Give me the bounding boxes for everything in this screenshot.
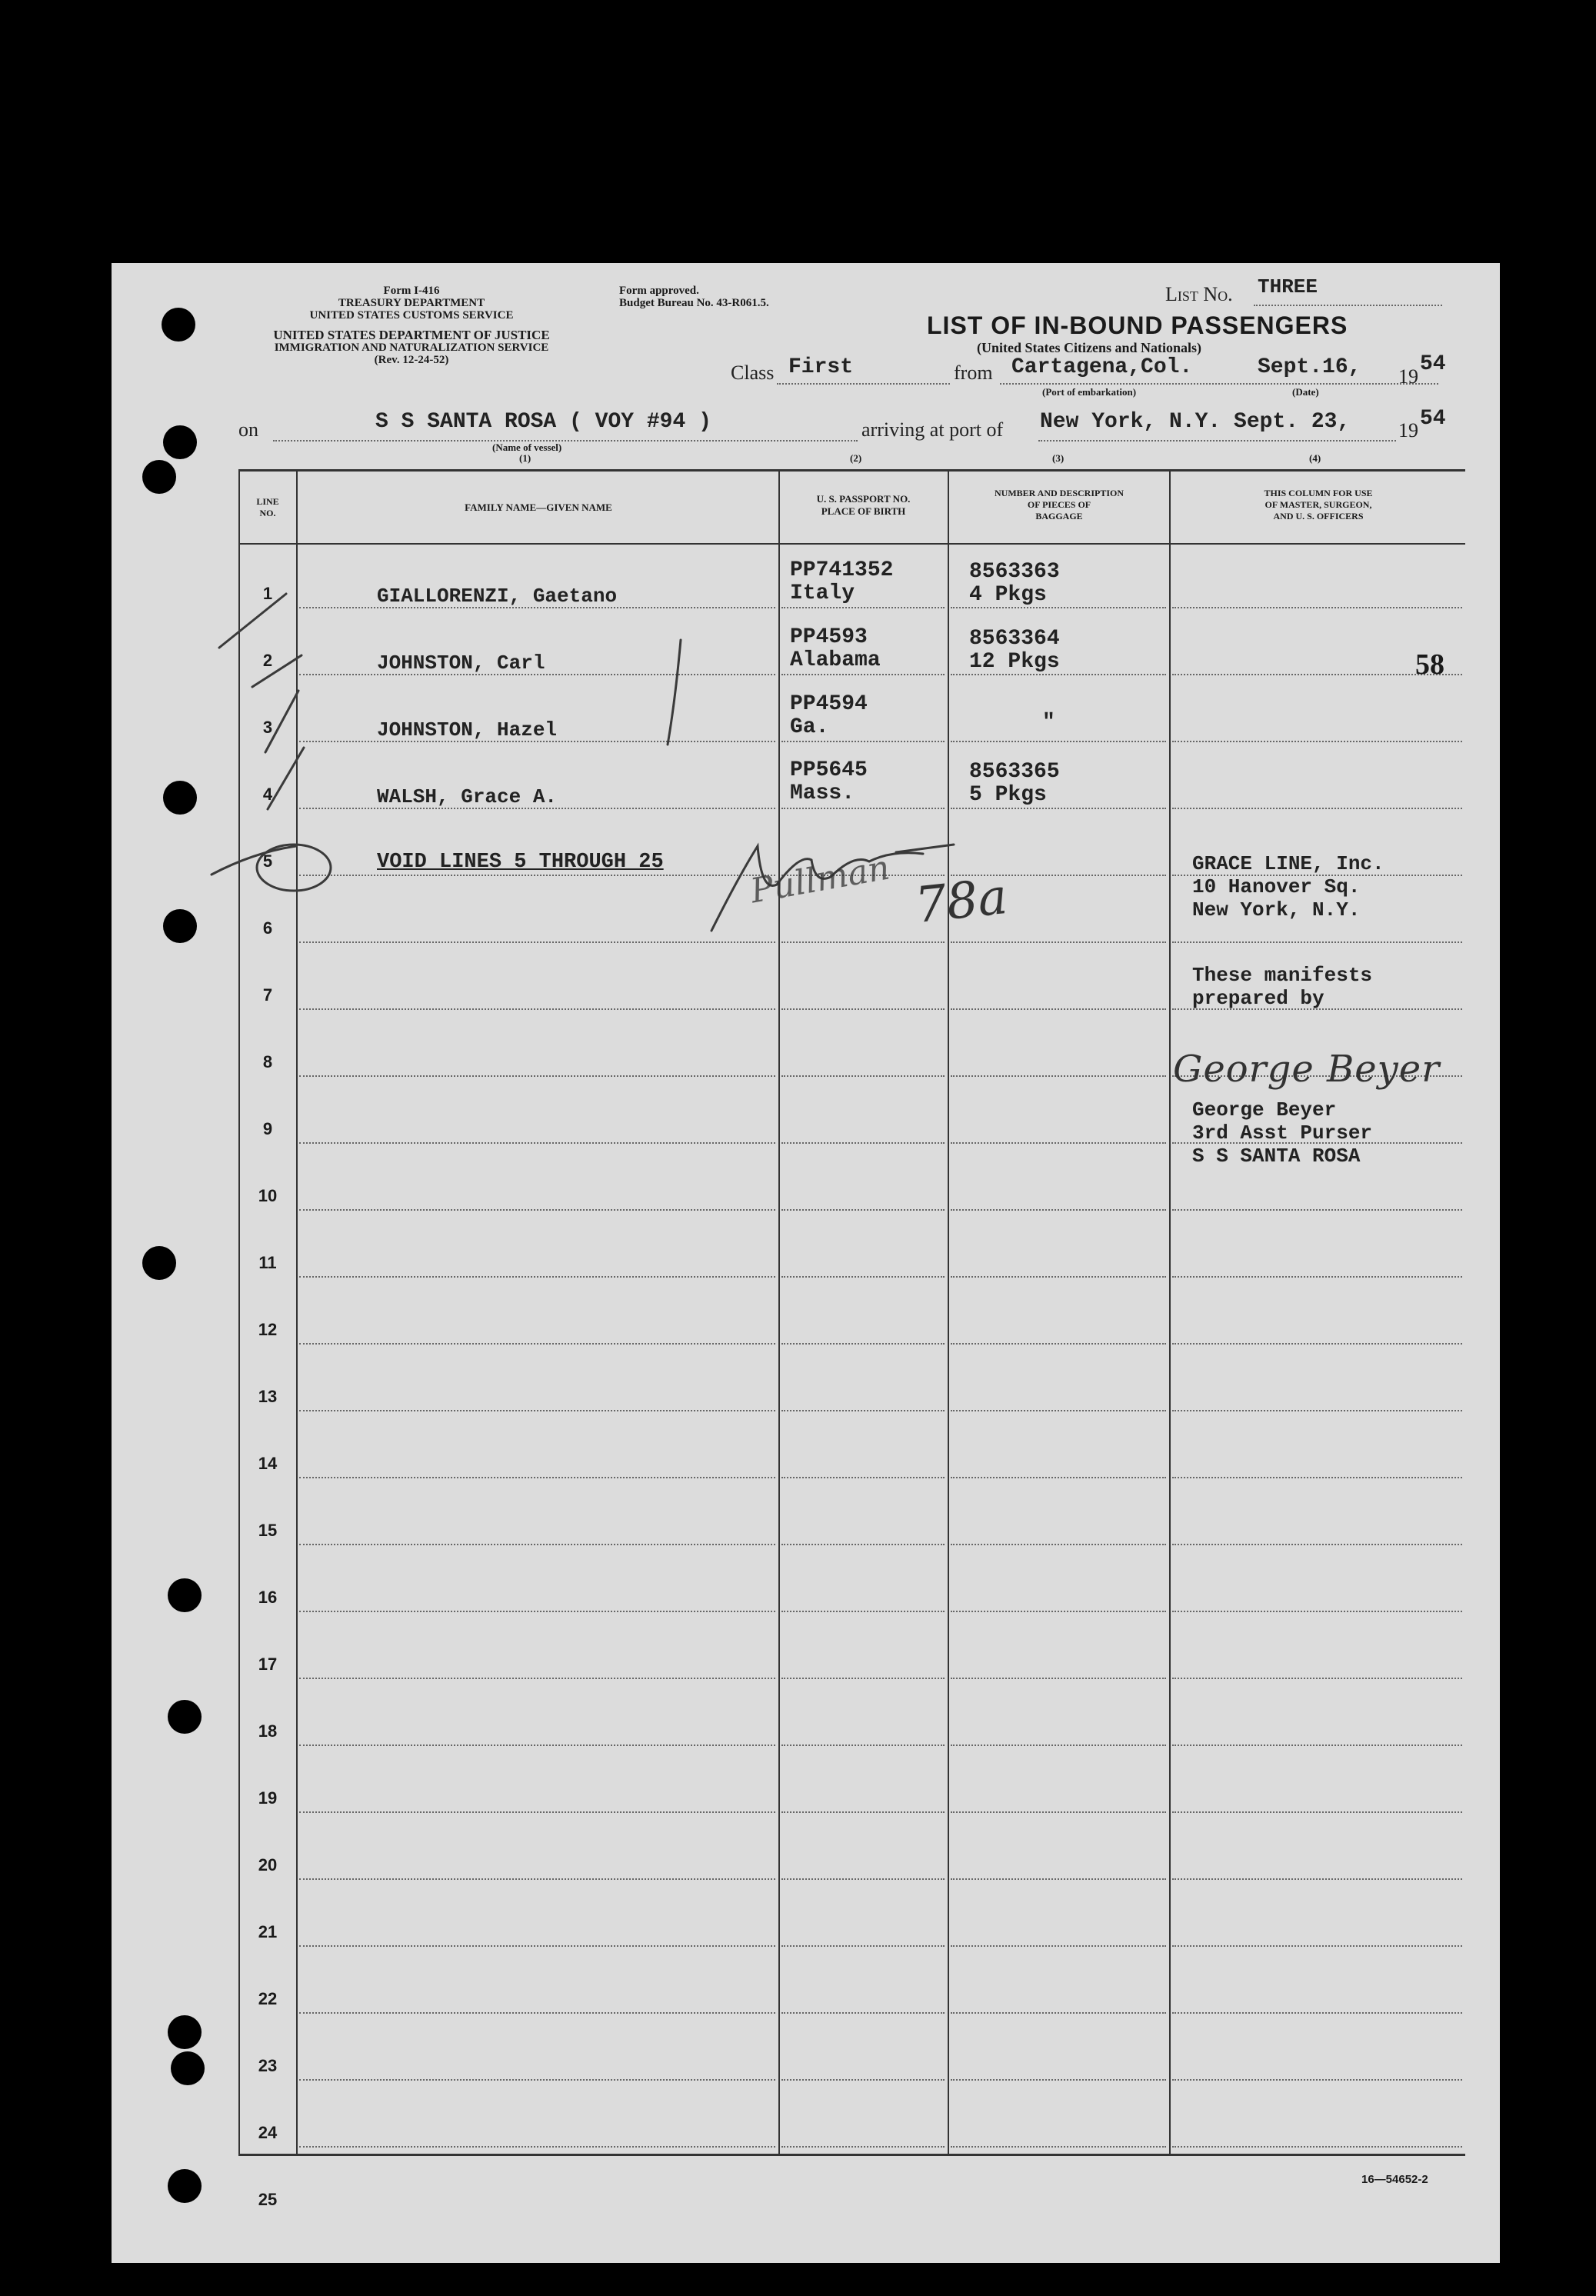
officer-mark: 58 <box>1415 648 1444 681</box>
line-number: 1 <box>262 584 273 603</box>
year-value: 54 <box>1420 352 1446 376</box>
col2-number: (2) <box>850 452 862 464</box>
baggage-number: 8563363 <box>969 560 1060 584</box>
class-label: Class <box>731 362 775 384</box>
prepared-by-note: These manifests prepared by <box>1192 964 1373 1010</box>
departure-date: Sept.16, <box>1258 355 1361 379</box>
passport-number: PP4593 <box>790 625 868 649</box>
line-number: 7 <box>262 985 273 1005</box>
line-number: 24 <box>258 2123 278 2142</box>
void-lines-note: VOID LINES 5 THROUGH 25 <box>377 851 664 874</box>
place-of-birth: Alabama <box>790 648 881 672</box>
annotation-scrawl: Pullman <box>747 848 893 911</box>
passport-number: PP4594 <box>790 692 868 716</box>
line-number: 25 <box>258 2190 278 2209</box>
line-number: 8 <box>262 1052 273 1071</box>
line-number: 5 <box>262 851 273 871</box>
on-label: on <box>238 418 258 441</box>
arrival-year: 54 <box>1420 407 1446 431</box>
department-block: UNITED STATES DEPARTMENT OF JUSTICE IMMIGRATION AND NATURALIZATION SERVICE (Rev. 12-24-52) <box>273 328 550 366</box>
from-label: from <box>954 362 993 384</box>
baggage-number: 8563364 <box>969 627 1060 651</box>
port-caption: (Port of embarkation) <box>1042 386 1137 398</box>
page-subtitle: (United States Citizens and Nationals) <box>977 340 1202 355</box>
passenger-name: WALSH, Grace A. <box>377 785 558 808</box>
col3-number: (3) <box>1052 452 1065 464</box>
line-number: 6 <box>262 918 273 938</box>
class-value: First <box>788 355 854 379</box>
line-number: 15 <box>258 1521 278 1540</box>
header-baggage: NUMBER AND DESCRIPTION OF PIECES OF BAGGAGE <box>994 488 1125 522</box>
line-number: 3 <box>262 718 273 737</box>
header-passport: U. S. PASSPORT NO. PLACE OF BIRTH <box>816 493 911 517</box>
list-no-value: THREE <box>1258 275 1318 298</box>
line-number: 20 <box>258 1855 278 1874</box>
vessel-name: S S SANTA ROSA ( VOY #94 ) <box>375 410 711 434</box>
line-number: 2 <box>262 651 273 670</box>
place-of-birth: Ga. <box>790 715 829 739</box>
line-number: 13 <box>258 1387 278 1406</box>
header-line-no: LINE NO. <box>256 496 279 518</box>
passenger-name: JOHNSTON, Hazel <box>377 718 558 741</box>
arrival-port-date: New York, N.Y. Sept. 23, <box>1040 410 1351 434</box>
place-of-birth: Italy <box>790 581 855 605</box>
date-caption: (Date) <box>1292 386 1319 398</box>
signer-details: George Beyer 3rd Asst Purser S S SANTA ROSA <box>1192 1098 1373 1168</box>
annotation-number: 78a <box>912 868 1011 935</box>
vessel-caption-num: (1) <box>519 452 531 464</box>
line-number: 19 <box>258 1788 278 1808</box>
ditto-mark: " <box>1042 711 1055 735</box>
line-number: 18 <box>258 1721 278 1741</box>
passport-number: PP5645 <box>790 758 868 782</box>
passenger-name: JOHNSTON, Carl <box>377 651 545 675</box>
signature: George Beyer <box>1173 1048 1441 1091</box>
form-code: 16—54652-2 <box>1361 2173 1428 2186</box>
line-number: 12 <box>258 1320 278 1339</box>
arriving-label: arriving at port of <box>861 418 1004 441</box>
col4-number: (4) <box>1309 452 1321 464</box>
place-of-birth: Mass. <box>790 781 855 805</box>
form-approved-block: Form approved. Budget Bureau No. 43-R061.5. <box>619 285 769 309</box>
line-number: 21 <box>258 1922 278 1941</box>
passenger-name: GIALLORENZI, Gaetano <box>377 585 618 608</box>
header-family-name: FAMILY NAME—GIVEN NAME <box>465 502 612 513</box>
line-number: 9 <box>262 1119 273 1138</box>
baggage-number: 8563365 <box>969 760 1060 784</box>
baggage-description: 12 Pkgs <box>969 650 1060 674</box>
vessel-caption: (Name of vessel) <box>492 442 562 453</box>
line-number: 23 <box>258 2056 278 2075</box>
line-number: 4 <box>262 785 273 804</box>
line-number: 14 <box>258 1454 278 1473</box>
form-number-block: Form I-416 TREASURY DEPARTMENT UNITED STATES CUSTOMS SERVICE <box>309 285 514 322</box>
year-prefix: 19 <box>1398 365 1418 388</box>
baggage-description: 4 Pkgs <box>969 583 1047 607</box>
page-title: LIST OF IN-BOUND PASSENGERS <box>927 312 1348 339</box>
line-number: 17 <box>258 1655 278 1674</box>
line-number: 11 <box>258 1253 277 1272</box>
passport-number: PP741352 <box>790 558 894 582</box>
line-number: 16 <box>258 1588 278 1607</box>
arrival-year-prefix: 19 <box>1398 419 1418 442</box>
port-of-embarkation: Cartagena,Col. <box>1011 355 1193 379</box>
line-number: 10 <box>258 1186 278 1205</box>
company-address: GRACE LINE, Inc. 10 Hanover Sq. New York, N.Y. <box>1192 852 1384 921</box>
list-no-label: List No. <box>1165 283 1233 305</box>
header-officers: THIS COLUMN FOR USE OF MASTER, SURGEON, AND U. S. OFFICERS <box>1264 488 1373 522</box>
baggage-description: 5 Pkgs <box>969 783 1047 807</box>
line-number: 22 <box>258 1989 278 2008</box>
